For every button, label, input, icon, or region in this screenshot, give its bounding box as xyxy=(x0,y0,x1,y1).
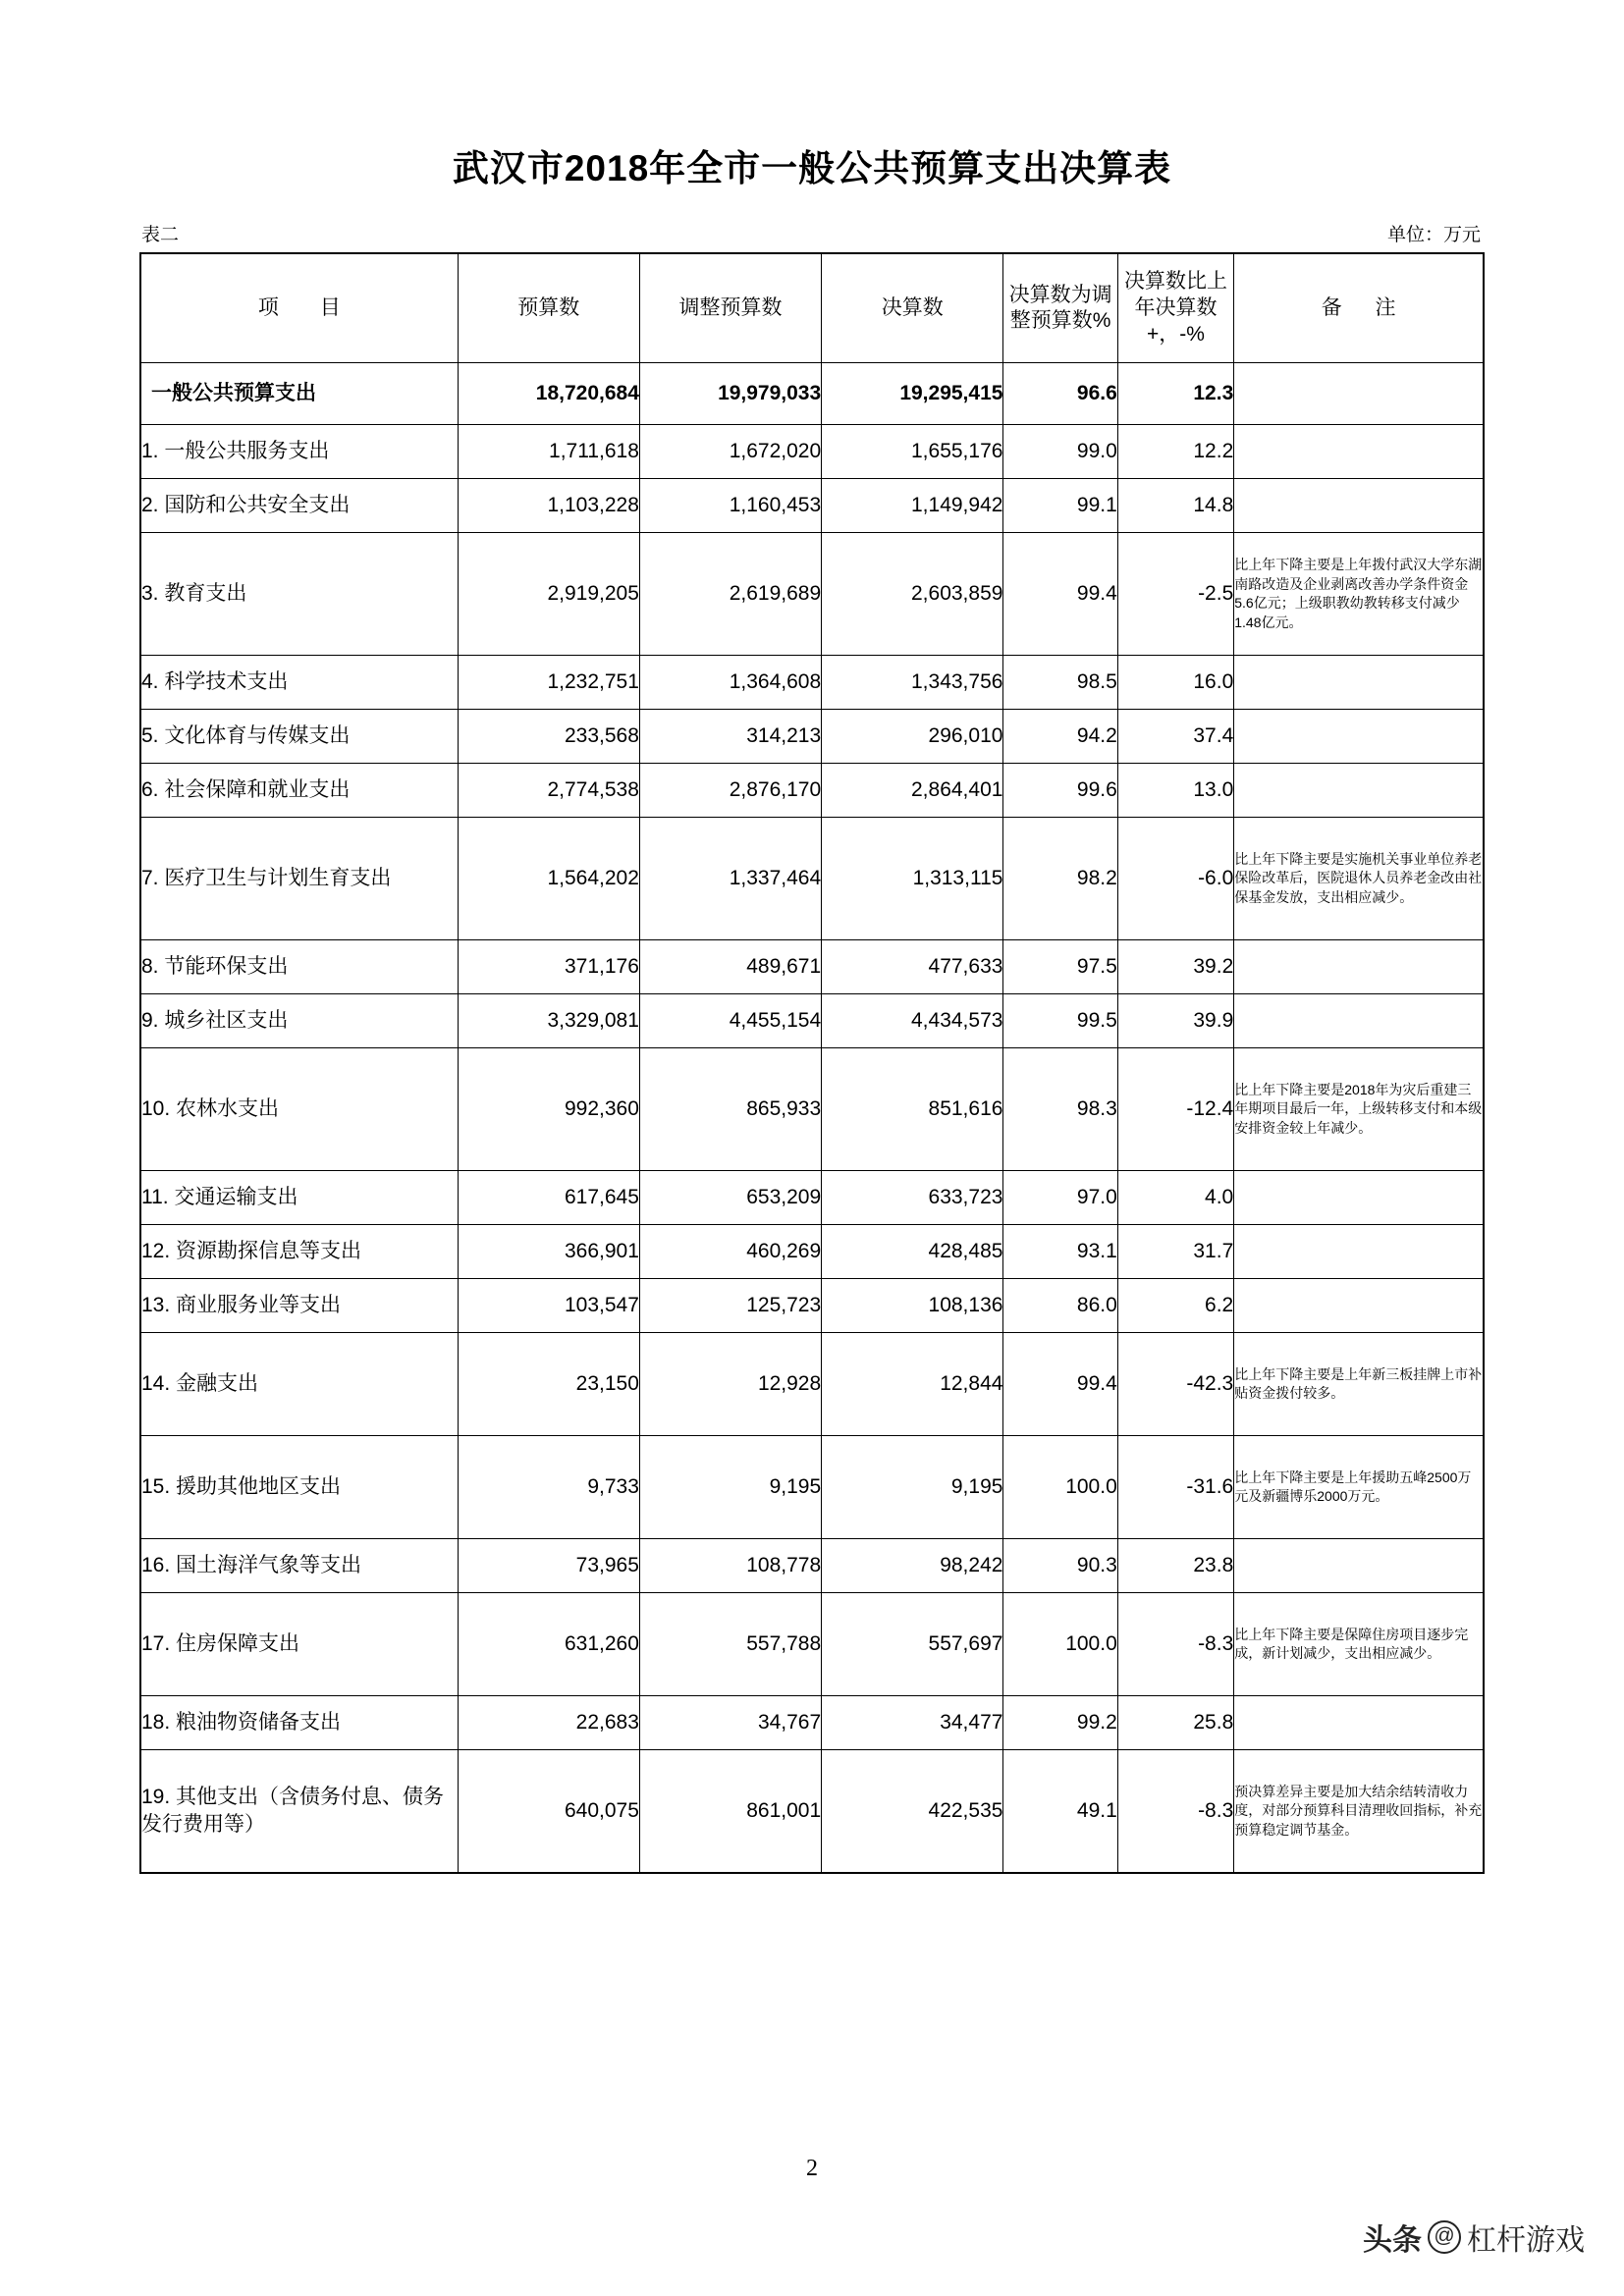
table-row xyxy=(140,1750,1484,1874)
cell-final: 557,697 xyxy=(822,1593,1003,1696)
cell-adjusted-budget: 2,619,689 xyxy=(639,533,821,656)
cell-final-vs-lastyear: 14.8 xyxy=(1117,479,1233,533)
cell-adjusted-budget: 1,672,020 xyxy=(639,425,821,479)
table-row xyxy=(140,818,1484,940)
cell-final-vs-adjusted: 98.3 xyxy=(1003,1048,1117,1171)
cell-final-vs-lastyear: 37.4 xyxy=(1117,710,1233,764)
cell-note xyxy=(1234,1539,1484,1593)
cell-final-vs-adjusted: 98.2 xyxy=(1003,818,1117,940)
cell-adjusted-budget: 1,160,453 xyxy=(639,479,821,533)
page-title: 武汉市2018年全市一般公共预算支出决算表 xyxy=(452,148,1172,188)
cell-note: 预决算差异主要是加大结余结转清收力度，对部分预算科目清理收回指标，补充预算稳定调节基金。 xyxy=(1234,1750,1484,1874)
cell-adjusted-budget: 34,767 xyxy=(639,1696,821,1750)
cell-final: 1,313,115 xyxy=(822,818,1003,940)
cell-note xyxy=(1234,710,1484,764)
table-row xyxy=(140,479,1484,533)
watermark-source: 头条 xyxy=(1363,2224,1422,2257)
table-row xyxy=(140,994,1484,1048)
cell-item: 8. 节能环保支出 xyxy=(140,940,458,994)
cell-final-vs-lastyear: 31.7 xyxy=(1117,1225,1233,1279)
column-header-final-vs-lastyear: 决算数比上年决算数 +，-% xyxy=(1117,253,1233,363)
cell-final: 1,343,756 xyxy=(822,656,1003,710)
cell-item: 5. 文化体育与传媒支出 xyxy=(140,710,458,764)
cell-adjusted-budget: 12,928 xyxy=(639,1333,821,1436)
cell-item: 12. 资源勘探信息等支出 xyxy=(140,1225,458,1279)
cell-note xyxy=(1234,764,1484,818)
cell-note: 比上年下降主要是上年新三板挂牌上市补贴资金拨付较多。 xyxy=(1234,1333,1484,1436)
table-row xyxy=(140,764,1484,818)
cell-adjusted-budget: 314,213 xyxy=(639,710,821,764)
cell-final-vs-lastyear: -8.3 xyxy=(1117,1750,1233,1874)
cell-final: 34,477 xyxy=(822,1696,1003,1750)
table-row xyxy=(140,940,1484,994)
cell-budget: 9,733 xyxy=(458,1436,639,1539)
cell-final: 422,535 xyxy=(822,1750,1003,1874)
cell-budget: 3,329,081 xyxy=(458,994,639,1048)
cell-item: 7. 医疗卫生与计划生育支出 xyxy=(140,818,458,940)
cell-final-vs-lastyear: 39.2 xyxy=(1117,940,1233,994)
cell-item: 一般公共预算支出 xyxy=(140,363,458,425)
cell-final-vs-adjusted: 90.3 xyxy=(1003,1539,1117,1593)
table-meta-row xyxy=(139,220,1485,246)
column-header-final: 决算数 xyxy=(822,253,1003,363)
unit-label: 单位：万元 xyxy=(1386,225,1481,246)
cell-final-vs-lastyear: 4.0 xyxy=(1117,1171,1233,1225)
cell-final-vs-lastyear: 12.2 xyxy=(1117,425,1233,479)
cell-adjusted-budget: 489,671 xyxy=(639,940,821,994)
cell-final-vs-lastyear: 16.0 xyxy=(1117,656,1233,710)
cell-adjusted-budget: 2,876,170 xyxy=(639,764,821,818)
cell-item: 11. 交通运输支出 xyxy=(140,1171,458,1225)
cell-final-vs-adjusted: 97.5 xyxy=(1003,940,1117,994)
table-row xyxy=(140,425,1484,479)
table-label: 表二 xyxy=(141,225,180,246)
cell-item: 2. 国防和公共安全支出 xyxy=(140,479,458,533)
cell-budget: 992,360 xyxy=(458,1048,639,1171)
cell-final: 19,295,415 xyxy=(822,363,1003,425)
cell-final-vs-adjusted: 94.2 xyxy=(1003,710,1117,764)
cell-budget: 640,075 xyxy=(458,1750,639,1874)
cell-budget: 1,232,751 xyxy=(458,656,639,710)
cell-final: 2,603,859 xyxy=(822,533,1003,656)
column-header-note: 备 注 xyxy=(1234,253,1484,363)
cell-budget: 18,720,684 xyxy=(458,363,639,425)
cell-final: 477,633 xyxy=(822,940,1003,994)
cell-item: 13. 商业服务业等支出 xyxy=(140,1279,458,1333)
cell-final: 12,844 xyxy=(822,1333,1003,1436)
cell-final-vs-adjusted: 100.0 xyxy=(1003,1436,1117,1539)
cell-item: 9. 城乡社区支出 xyxy=(140,994,458,1048)
cell-final-vs-lastyear: -42.3 xyxy=(1117,1333,1233,1436)
table-row xyxy=(140,363,1484,425)
watermark xyxy=(1363,2216,1585,2259)
cell-note xyxy=(1234,479,1484,533)
cell-item: 17. 住房保障支出 xyxy=(140,1593,458,1696)
cell-final: 296,010 xyxy=(822,710,1003,764)
cell-final-vs-adjusted: 100.0 xyxy=(1003,1593,1117,1696)
cell-final-vs-adjusted: 97.0 xyxy=(1003,1171,1117,1225)
cell-final: 108,136 xyxy=(822,1279,1003,1333)
table-row xyxy=(140,656,1484,710)
cell-item: 1. 一般公共服务支出 xyxy=(140,425,458,479)
cell-final-vs-adjusted: 99.1 xyxy=(1003,479,1117,533)
cell-note: 比上年下降主要是2018年为灾后重建三年期项目最后一年，上级转移支付和本级安排资金较上年减少。 xyxy=(1234,1048,1484,1171)
column-header-budget: 预算数 xyxy=(458,253,639,363)
cell-final-vs-adjusted: 98.5 xyxy=(1003,656,1117,710)
cell-final-vs-adjusted: 99.4 xyxy=(1003,533,1117,656)
table-row xyxy=(140,1048,1484,1171)
page-number: 2 xyxy=(806,2156,818,2181)
table-row xyxy=(140,533,1484,656)
cell-final-vs-lastyear: 6.2 xyxy=(1117,1279,1233,1333)
cell-final-vs-adjusted: 93.1 xyxy=(1003,1225,1117,1279)
cell-note xyxy=(1234,1171,1484,1225)
table-body xyxy=(140,363,1484,1874)
cell-note: 比上年下降主要是保障住房项目逐步完成，新计划减少，支出相应减少。 xyxy=(1234,1593,1484,1696)
cell-final: 2,864,401 xyxy=(822,764,1003,818)
cell-item: 19. 其他支出（含债务付息、债务发行费用等） xyxy=(140,1750,458,1874)
cell-adjusted-budget: 108,778 xyxy=(639,1539,821,1593)
cell-item: 15. 援助其他地区支出 xyxy=(140,1436,458,1539)
cell-budget: 1,711,618 xyxy=(458,425,639,479)
cell-note xyxy=(1234,1225,1484,1279)
cell-adjusted-budget: 861,001 xyxy=(639,1750,821,1874)
cell-note: 比上年下降主要是实施机关事业单位养老保险改革后，医院退休人员养老金改由社保基金发放，支出相应减少。 xyxy=(1234,818,1484,940)
cell-budget: 371,176 xyxy=(458,940,639,994)
cell-budget: 366,901 xyxy=(458,1225,639,1279)
cell-final-vs-lastyear: 13.0 xyxy=(1117,764,1233,818)
table-row xyxy=(140,1696,1484,1750)
cell-final: 633,723 xyxy=(822,1171,1003,1225)
cell-item: 10. 农林水支出 xyxy=(140,1048,458,1171)
cell-final-vs-adjusted: 96.6 xyxy=(1003,363,1117,425)
cell-final-vs-adjusted: 99.5 xyxy=(1003,994,1117,1048)
cell-item: 3. 教育支出 xyxy=(140,533,458,656)
cell-item: 14. 金融支出 xyxy=(140,1333,458,1436)
column-header-final-vs-adjusted: 决算数为调整预算数% xyxy=(1003,253,1117,363)
cell-final-vs-lastyear: 25.8 xyxy=(1117,1696,1233,1750)
cell-final-vs-lastyear: 39.9 xyxy=(1117,994,1233,1048)
cell-budget: 617,645 xyxy=(458,1171,639,1225)
cell-final: 1,149,942 xyxy=(822,479,1003,533)
cell-final-vs-adjusted: 99.2 xyxy=(1003,1696,1117,1750)
cell-final-vs-lastyear: 12.3 xyxy=(1117,363,1233,425)
cell-adjusted-budget: 9,195 xyxy=(639,1436,821,1539)
column-header-adjusted-budget: 调整预算数 xyxy=(639,253,821,363)
cell-adjusted-budget: 460,269 xyxy=(639,1225,821,1279)
cell-item: 16. 国土海洋气象等支出 xyxy=(140,1539,458,1593)
cell-adjusted-budget: 1,337,464 xyxy=(639,818,821,940)
cell-final: 98,242 xyxy=(822,1539,1003,1593)
cell-final-vs-adjusted: 86.0 xyxy=(1003,1279,1117,1333)
cell-adjusted-budget: 4,455,154 xyxy=(639,994,821,1048)
cell-budget: 73,965 xyxy=(458,1539,639,1593)
table-row xyxy=(140,1171,1484,1225)
cell-adjusted-budget: 865,933 xyxy=(639,1048,821,1171)
cell-budget: 22,683 xyxy=(458,1696,639,1750)
cell-final: 851,616 xyxy=(822,1048,1003,1171)
table-row xyxy=(140,1539,1484,1593)
cell-note xyxy=(1234,363,1484,425)
cell-budget: 1,103,228 xyxy=(458,479,639,533)
cell-note: 比上年下降主要是上年援助五峰2500万元及新疆博乐2000万元。 xyxy=(1234,1436,1484,1539)
watermark-account: 杠杆游戏 xyxy=(1467,2224,1585,2257)
cell-note xyxy=(1234,994,1484,1048)
cell-budget: 233,568 xyxy=(458,710,639,764)
table-row xyxy=(140,1593,1484,1696)
cell-note xyxy=(1234,940,1484,994)
header-row xyxy=(140,253,1484,363)
table-row xyxy=(140,710,1484,764)
cell-final: 9,195 xyxy=(822,1436,1003,1539)
cell-final-vs-adjusted: 99.4 xyxy=(1003,1333,1117,1436)
table-row xyxy=(140,1225,1484,1279)
table-header xyxy=(140,253,1484,363)
cell-final-vs-adjusted: 99.0 xyxy=(1003,425,1117,479)
cell-adjusted-budget: 557,788 xyxy=(639,1593,821,1696)
table-row xyxy=(140,1333,1484,1436)
cell-note xyxy=(1234,656,1484,710)
cell-final: 4,434,573 xyxy=(822,994,1003,1048)
cell-budget: 631,260 xyxy=(458,1593,639,1696)
cell-final-vs-adjusted: 99.6 xyxy=(1003,764,1117,818)
cell-final-vs-adjusted: 49.1 xyxy=(1003,1750,1117,1874)
cell-final-vs-lastyear: -12.4 xyxy=(1117,1048,1233,1171)
cell-budget: 23,150 xyxy=(458,1333,639,1436)
cell-note xyxy=(1234,1696,1484,1750)
at-icon: @ xyxy=(1428,2220,1461,2254)
cell-note: 比上年下降主要是上年拨付武汉大学东湖南路改造及企业剥离改善办学条件资金5.6亿元；上级职教幼教转移支付减少1.48亿元。 xyxy=(1234,533,1484,656)
budget-expenditure-table xyxy=(139,252,1485,1874)
cell-adjusted-budget: 1,364,608 xyxy=(639,656,821,710)
cell-final-vs-lastyear: -31.6 xyxy=(1117,1436,1233,1539)
cell-final-vs-lastyear: -2.5 xyxy=(1117,533,1233,656)
cell-adjusted-budget: 19,979,033 xyxy=(639,363,821,425)
cell-note xyxy=(1234,1279,1484,1333)
table-row xyxy=(140,1436,1484,1539)
cell-final-vs-lastyear: -8.3 xyxy=(1117,1593,1233,1696)
cell-item: 4. 科学技术支出 xyxy=(140,656,458,710)
table-row xyxy=(140,1279,1484,1333)
budget-table-wrapper xyxy=(139,252,1485,1874)
cell-note xyxy=(1234,425,1484,479)
cell-final-vs-lastyear: 23.8 xyxy=(1117,1539,1233,1593)
cell-final-vs-lastyear: -6.0 xyxy=(1117,818,1233,940)
cell-item: 18. 粮油物资储备支出 xyxy=(140,1696,458,1750)
cell-final: 1,655,176 xyxy=(822,425,1003,479)
cell-budget: 1,564,202 xyxy=(458,818,639,940)
cell-budget: 2,774,538 xyxy=(458,764,639,818)
cell-item: 6. 社会保障和就业支出 xyxy=(140,764,458,818)
cell-adjusted-budget: 125,723 xyxy=(639,1279,821,1333)
column-header-item: 项 目 xyxy=(140,253,458,363)
cell-budget: 2,919,205 xyxy=(458,533,639,656)
cell-final: 428,485 xyxy=(822,1225,1003,1279)
cell-adjusted-budget: 653,209 xyxy=(639,1171,821,1225)
cell-budget: 103,547 xyxy=(458,1279,639,1333)
